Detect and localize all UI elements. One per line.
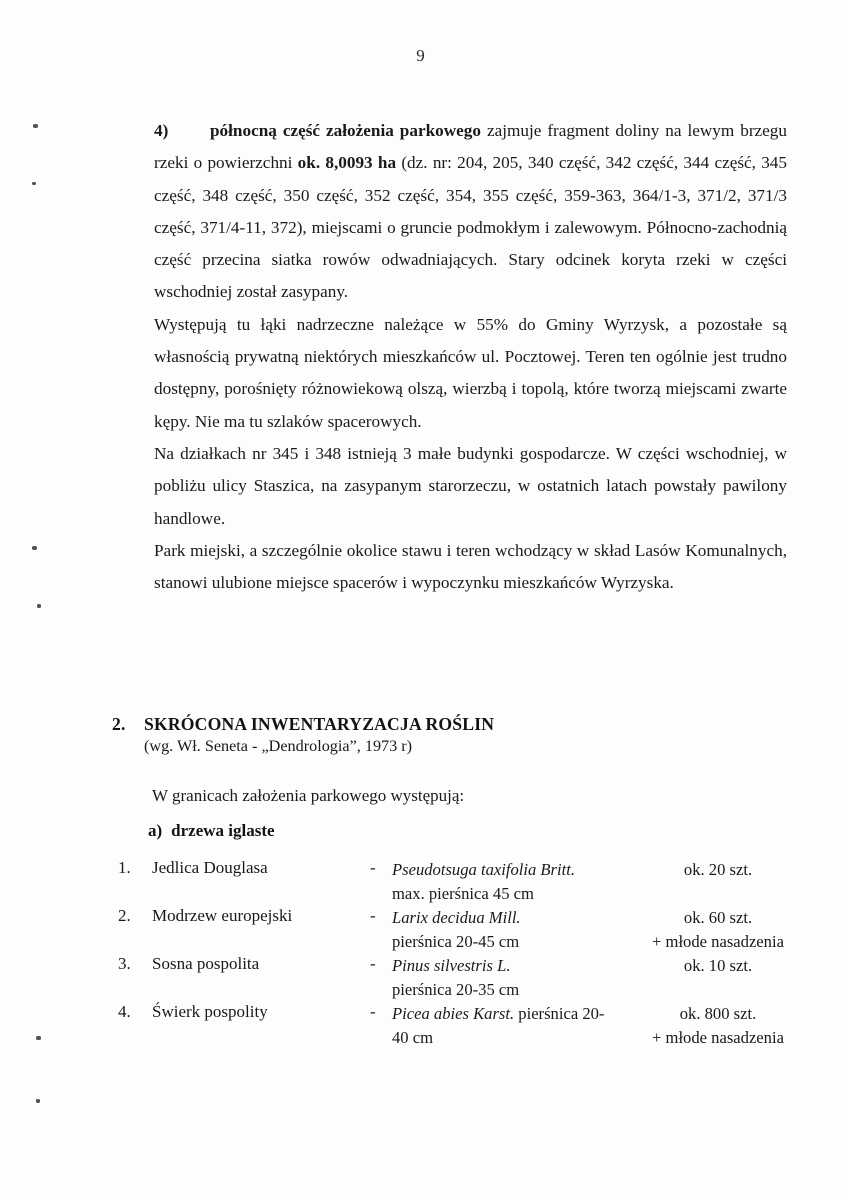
scan-speck — [32, 546, 37, 550]
text-run: Park miejski, a szczególnie okolice stawu i teren wchodzący w skład Lasów Komunalnych, stanowi ulubione miejsce spacerów i wypoczynku mieszkańców Wyrzyska. — [154, 540, 787, 593]
paragraph — [154, 309, 787, 438]
species-quantity: ok. 10 szt. — [683, 956, 753, 975]
section-heading — [112, 714, 802, 756]
page-number: 9 — [416, 46, 425, 65]
species-quantity-block — [618, 954, 818, 978]
scan-speck — [36, 1099, 40, 1103]
text-run: zajmuje fragment doliny na lewym brzegu rzeki o powierzchni — [154, 121, 787, 173]
species-latin-block — [392, 858, 610, 906]
species-polish-name: Świerk pospolity — [152, 1002, 268, 1021]
text-run: Na działkach nr 345 i 348 istnieją 3 małe budynki gospodarcze. W części wschodniej, w pobliżu ulicy Staszica, na zasypanym starorzeczu, w ostatnich latach powstały pawilony handlowe. — [154, 443, 787, 528]
species-latin-name: Picea abies Karst. — [392, 1004, 515, 1023]
emphasis-run: północną część założenia parkowego — [210, 121, 481, 140]
text-run: Występują tu łąki nadrzeczne należące w 55% do Gminy Wyrzysk, a pozostałe są własnością prywatną niektórych mieszkańców ul. Pocztowej. Teren ten ogólnie jest trudno dostępny, porośnięty różnowiekową olszą, wierzbą i topolą, które tworzą miejscami zwarte kępy. Nie ma tu szlaków spacerowych. — [154, 314, 787, 431]
species-polish-name: Jedlica Douglasa — [152, 858, 268, 877]
paragraph — [154, 438, 787, 535]
scan-speck — [37, 604, 41, 608]
species-dash: - — [370, 954, 376, 973]
intro-line: W granicach założenia parkowego występują: — [152, 786, 465, 805]
body-text-block — [154, 115, 787, 599]
group-name: drzewa iglaste — [171, 821, 275, 840]
section-number: 2. — [112, 714, 126, 734]
species-polish-name: Sosna pospolita — [152, 954, 260, 973]
species-index: 4. — [118, 1002, 131, 1021]
species-dash: - — [370, 858, 376, 877]
species-quantity: ok. 20 szt. — [683, 860, 753, 879]
species-quantity-block — [618, 858, 818, 882]
species-index: 3. — [118, 954, 131, 973]
species-polish-name: Modrzew europejski — [152, 906, 293, 925]
section-subtitle: (wg. Wł. Seneta - „Dendrologia”, 1973 r) — [144, 737, 413, 755]
group-letter: a) — [148, 821, 163, 840]
scan-speck — [32, 182, 36, 185]
paragraph-lead-number: 4) — [154, 121, 169, 140]
scan-speck — [33, 124, 38, 128]
species-index: 2. — [118, 906, 131, 925]
species-measurement: pierśnica 20-40 cm — [392, 1004, 605, 1047]
species-latin-name: Larix decidua Mill. — [392, 908, 521, 927]
species-quantity-note: + młode nasadzenia — [652, 932, 784, 951]
species-quantity: ok. 60 szt. — [683, 908, 753, 927]
emphasis-run: ok. 8,0093 ha — [297, 153, 397, 173]
species-list — [118, 858, 818, 1050]
species-latin-name: Pinus silvestris L. — [392, 956, 511, 975]
species-quantity-block — [618, 906, 818, 954]
species-row — [118, 858, 818, 906]
species-row — [118, 954, 818, 1002]
section-title: SKRÓCONA INWENTARYZACJA ROŚLIN — [144, 714, 495, 734]
species-latin-name: Pseudotsuga taxifolia Britt. — [392, 860, 575, 879]
species-measurement: max. pierśnica 45 cm — [392, 884, 534, 903]
species-quantity: ok. 800 szt. — [679, 1004, 757, 1023]
paragraph — [154, 115, 787, 309]
text-run: (dz. nr: 204, 205, 340 część, 342 część, 344 część, 345 część, 348 część, 350 część, 352 część, 354, 355 część, 359-363, 364/1-3, 371/2, 371/3 część, 371/4-11, 372), miejscami o gruncie podmokłym i zalewowym. Północno-zachodnią część przecina siatka rowów odwadniających. Stary odcinek koryta rzeki w części wschodniej został zasypany. — [154, 153, 787, 302]
species-quantity-block — [618, 1002, 818, 1050]
species-quantity-note: + młode nasadzenia — [652, 1028, 784, 1047]
group-label-conifers — [148, 821, 275, 841]
species-dash: - — [370, 906, 376, 925]
species-latin-block — [392, 1002, 610, 1050]
species-dash: - — [370, 1002, 376, 1021]
species-latin-block — [392, 906, 610, 954]
species-row — [118, 1002, 818, 1050]
species-latin-block — [392, 954, 610, 1002]
species-index: 1. — [118, 858, 131, 877]
species-measurement: pierśnica 20-35 cm — [392, 980, 520, 999]
species-row — [118, 906, 818, 954]
species-measurement: pierśnica 20-45 cm — [392, 932, 520, 951]
section-heading-row — [112, 714, 802, 735]
scan-speck — [36, 1036, 41, 1040]
paragraph — [154, 535, 787, 600]
